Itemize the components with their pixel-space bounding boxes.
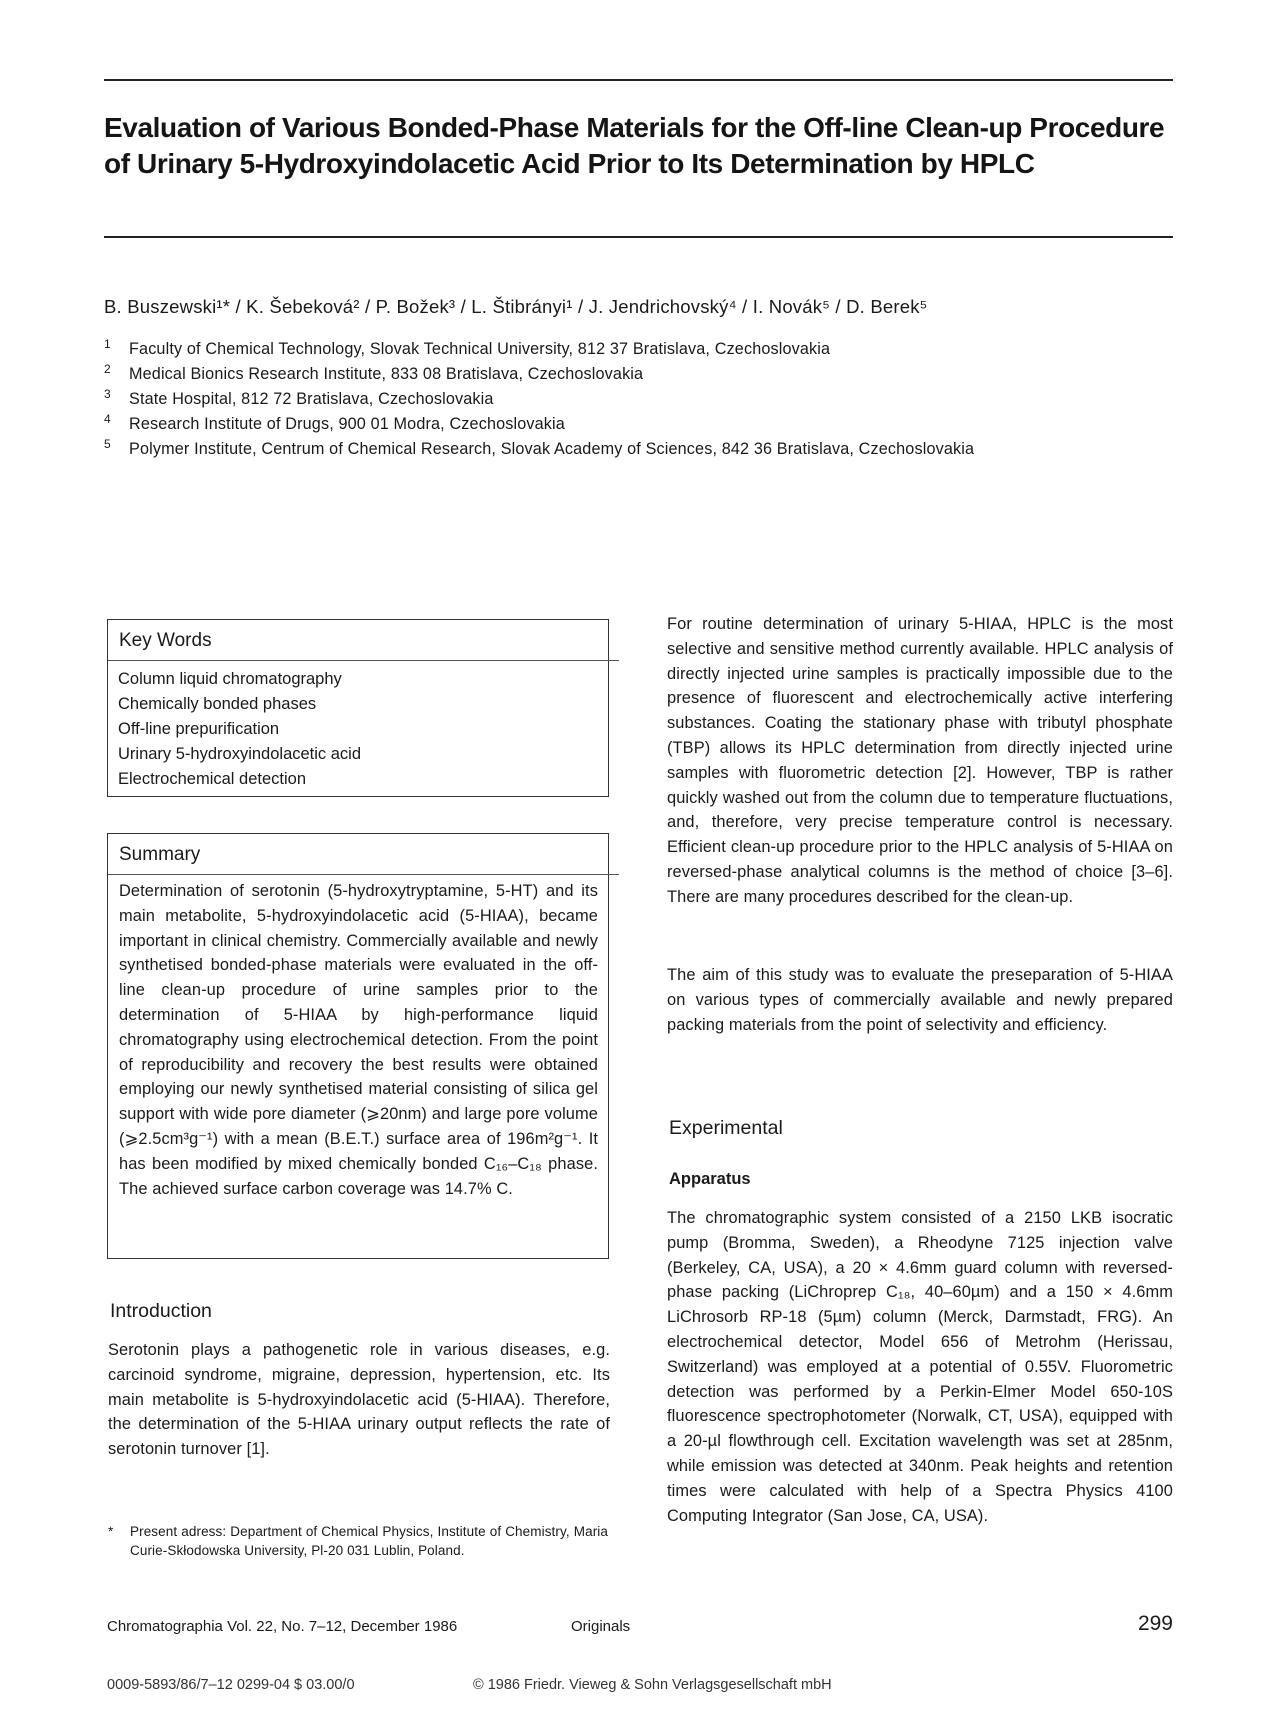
- affiliation: [104, 412, 565, 434]
- article-code: 0009-5893/86/7–12 0299-04 $ 03.00/0: [107, 1677, 355, 1693]
- keyword: Off-line prepurification: [118, 720, 280, 738]
- affiliation-number: 2: [104, 362, 111, 376]
- keyword: Chemically bonded phases: [118, 695, 317, 713]
- summary-box: [107, 833, 609, 1259]
- summary-heading: [108, 834, 619, 875]
- footnote-mark: *: [108, 1524, 114, 1539]
- author-list: B. Buszewski¹* / K. Šebeková² / P. Božek³ / L. Štibrányi¹ / J. Jendrichovský⁴ / I. Novák⁵ / D. Berek⁵: [104, 296, 928, 317]
- paper-title: Evaluation of Various Bonded-Phase Materials for the Off-line Clean-up Procedure of Urinary 5-Hydroxyindolacetic Acid Prior to Its Determination by HPLC: [104, 112, 1165, 179]
- affiliation-text: Faculty of Chemical Technology, Slovak Technical University, 812 37 Bratislava, Czechoslovakia: [129, 340, 831, 358]
- apparatus-text: The chromatographic system consisted of a 2150 LKB isocratic pump (Bromma, Sweden), a Rheodyne 7125 injection valve (Berkeley, CA, USA), a 20 × 4.6mm guard column with reversed-phase packing (LiChroprep C₁₈, 40–60µm) and a 150 × 4.6mm LiChrosorb RP-18 (5µm) column (Merck, Darmstadt, FRG). An electrochemical detector, Model 656 of Metrohm (Herissau, Switzerland) was employed at a potential of 0.55V. Fluorometric detection was performed by a Perkin-Elmer Model 650-10S fluorescence spectrophotometer (Norwalk, CT, USA), equipped with a 20-µl flowthrough cell. Excitation wavelength was set at 285nm, while emission was detected at 340nm. Peak heights and retention times were calculated with help of a Spectra Physics 4100 Computing Integrator (San Jose, CA, USA).: [667, 1209, 1173, 1525]
- keyword: Urinary 5-hydroxyindolacetic acid: [118, 745, 362, 763]
- affiliation: [104, 437, 974, 459]
- affiliation-text: Medical Bionics Research Institute, 833 08 Bratislava, Czechoslovakia: [129, 365, 644, 383]
- keyword: Column liquid chromatography: [118, 670, 342, 688]
- page-number: 299: [1137, 1612, 1173, 1635]
- affiliation: [104, 362, 643, 384]
- affiliation-text: Polymer Institute, Centrum of Chemical Research, Slovak Academy of Sciences, 842 36 Bratislava, Czechoslovakia: [129, 440, 975, 458]
- affiliation: [104, 337, 830, 359]
- affiliation-text: State Hospital, 812 72 Bratislava, Czechoslovakia: [129, 390, 494, 408]
- affiliation-number: 1: [104, 337, 111, 351]
- experimental-heading: Experimental: [669, 1117, 783, 1139]
- summary-heading-text: Summary: [119, 844, 201, 865]
- apparatus-heading: Apparatus: [669, 1170, 751, 1188]
- affiliation: [104, 387, 494, 409]
- summary-text: Determination of serotonin (5-hydroxytryptamine, 5-HT) and its main metabolite, 5-hydroxyindolacetic acid (5-HIAA), became important in clinical chemistry. Commercially available and newly synthetised bonded-phase materials were evaluated in the off-line clean-up procedure of urine samples prior to the determination of 5-HIAA by high-performance liquid chromatography using electrochemical detection. From the point of reproducibility and recovery the best results were obtained employing our newly synthetised material consisting of silica gel support with wide pore diameter (⩾20nm) and large pore volume (⩾2.5cm³g⁻¹) with a mean (B.E.T.) surface area of 196m²g⁻¹. It has been modified by mixed chemically bonded C₁₆–C₁₈ phase. The achieved surface carbon coverage was 14.7% C.: [119, 882, 598, 1198]
- introduction-text: Serotonin plays a pathogenetic role in various diseases, e.g. carcinoid syndrome, migraine, depression, hypertension, etc. Its main metabolite is 5-hydroxyindolacetic acid (5-HIAA). Therefore, the determination of the 5-HIAA urinary output reflects the rate of serotonin turnover [1].: [108, 1341, 610, 1459]
- top-rule: [104, 79, 1173, 81]
- introduction-heading: Introduction: [110, 1300, 212, 1322]
- section-label: Originals: [571, 1618, 631, 1635]
- keywords-list: [108, 661, 608, 798]
- affiliation-number: 4: [104, 412, 111, 426]
- keywords-heading-text: Key Words: [119, 630, 212, 651]
- affiliation-number: 5: [104, 437, 111, 451]
- intro-paragraph-1: For routine determination of urinary 5-HIAA, HPLC is the most selective and sensitive method currently available. HPLC analysis of directly injected urine samples is practically impossible due to the presence of fluorescent and electrochemically active interfering substances. Coating the stationary phase with tributyl phosphate (TBP) allows its HPLC determination from directly injected urine samples with fluorometric detection [2]. However, TBP is rather quickly washed out from the column due to temperature fluctuations, and, therefore, very precise temperature control is necessary. Efficient clean-up procedure prior to the HPLC analysis of 5-HIAA on reversed-phase analytical columns is the method of choice [3–6]. There are many procedures described for the clean-up.: [667, 615, 1173, 906]
- keyword: Electrochemical detection: [118, 770, 307, 788]
- affiliation-number: 3: [104, 387, 111, 401]
- title-bottom-rule: [104, 236, 1173, 238]
- intro-paragraph-2: The aim of this study was to evaluate the preseparation of 5-HIAA on various types of commercially available and newly prepared packing materials from the point of selectivity and efficiency.: [667, 966, 1173, 1034]
- copyright: © 1986 Friedr. Vieweg & Sohn Verlagsgesellschaft mbH: [473, 1677, 832, 1693]
- footnote-text: Present adress: Department of Chemical Physics, Institute of Chemistry, Maria Curie-Skłodowska University, Pl-20 031 Lublin, Poland.: [130, 1524, 608, 1558]
- keywords-box: [107, 619, 609, 797]
- keywords-heading: [108, 620, 619, 661]
- journal-citation: Chromatographia Vol. 22, No. 7–12, December 1986: [107, 1618, 458, 1635]
- affiliation-text: Research Institute of Drugs, 900 01 Modra, Czechoslovakia: [129, 415, 565, 433]
- footnote: [108, 1522, 608, 1560]
